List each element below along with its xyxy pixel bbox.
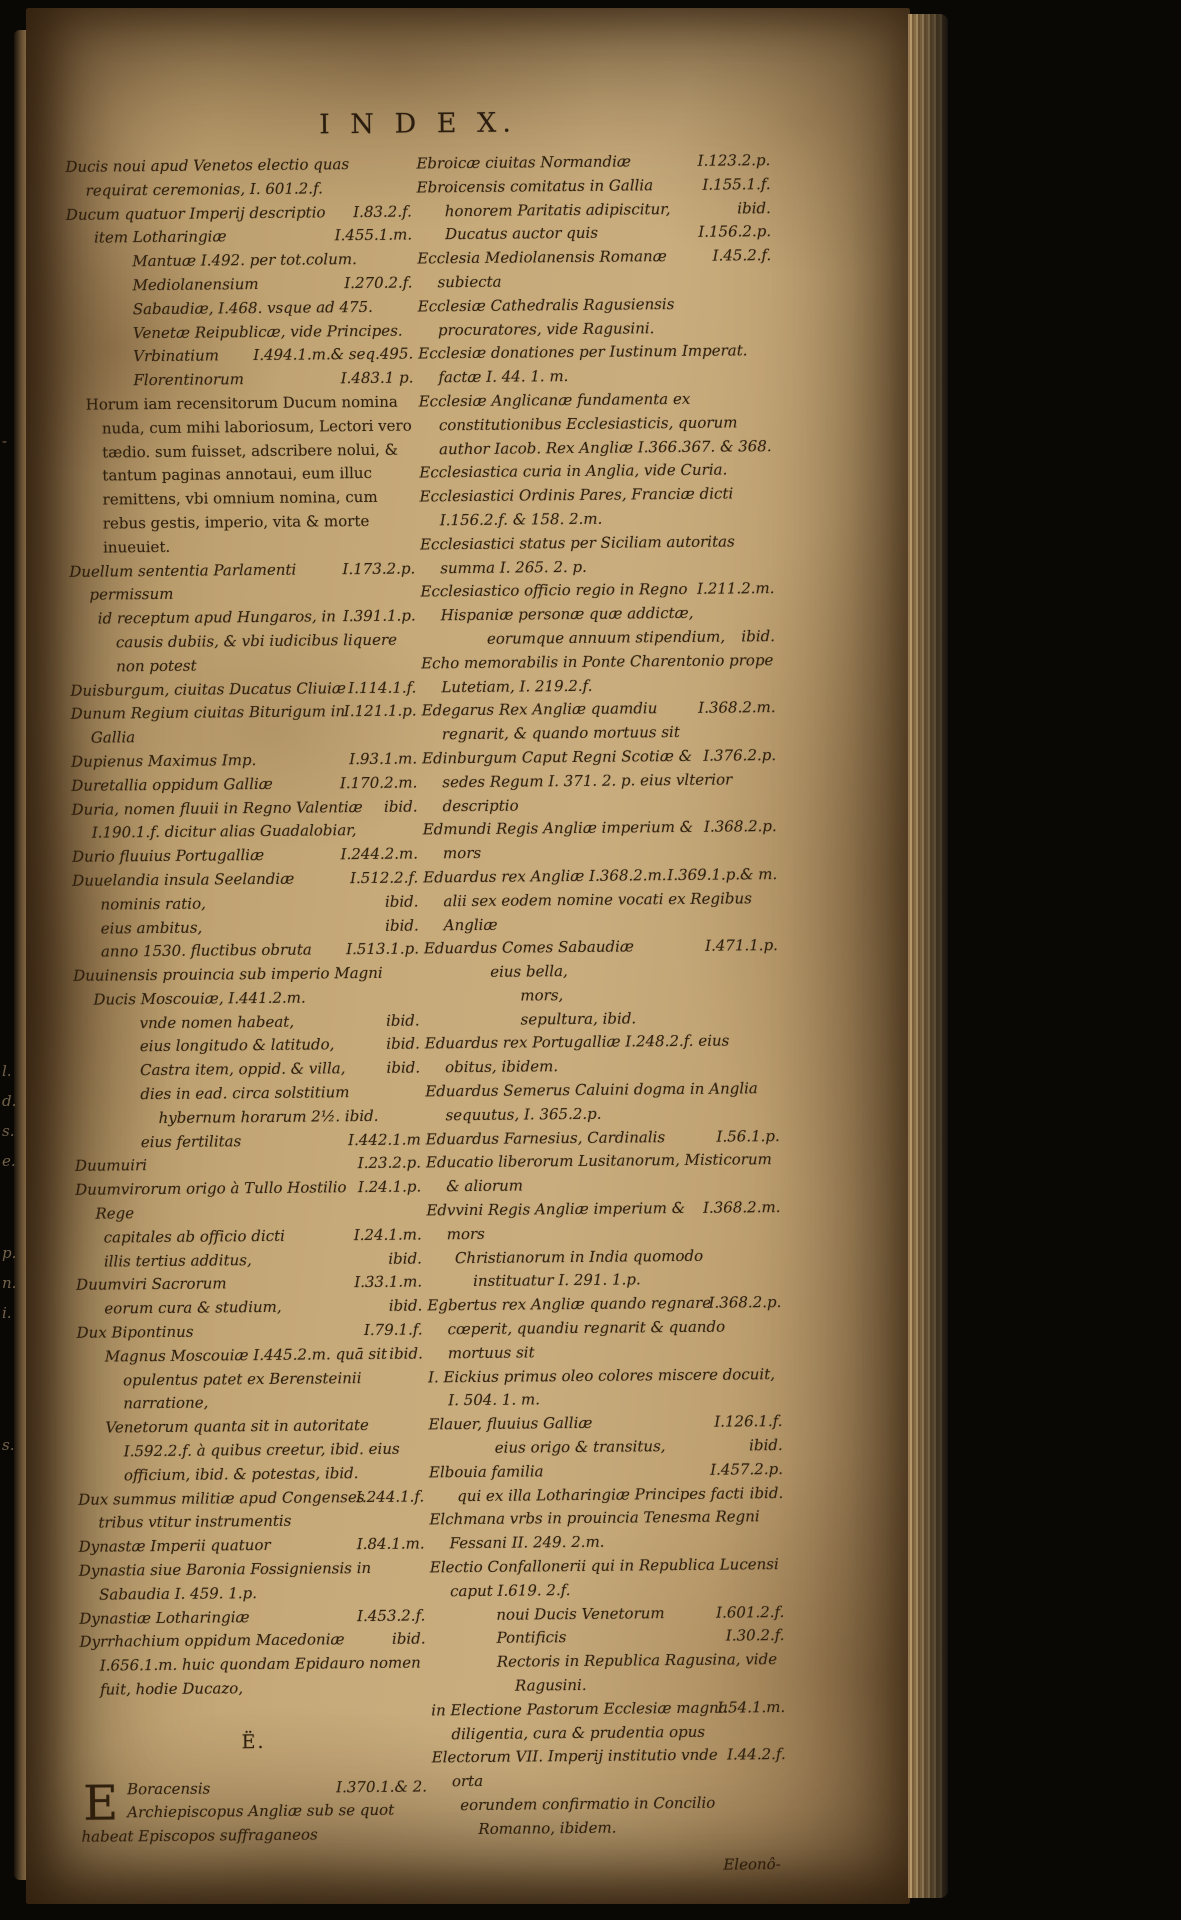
entry-text: Dupienus Maximus Imp. xyxy=(71,750,257,771)
page-reference: I.24.1.m. xyxy=(353,1225,422,1244)
index-entry xyxy=(68,390,416,560)
page-reference: I.453.2.f. xyxy=(357,1606,426,1625)
entry-text: Eduardus Farnesius, Cardinalis xyxy=(425,1127,666,1149)
entry-text: Ecclesiastici status per Siciliam autoritas summa I. 265. 2. p. xyxy=(419,532,735,577)
marginalia-fragment: e. xyxy=(2,1152,16,1170)
index-entry xyxy=(422,696,776,747)
entry-text: mors, xyxy=(520,985,564,1005)
entry-text: illis tertius additus, xyxy=(103,1250,252,1271)
index-entry xyxy=(425,1006,779,1033)
index-entry xyxy=(72,866,418,893)
index-entry xyxy=(432,1743,786,1794)
page-reference: I.455.1.m. xyxy=(334,225,413,245)
entry-text: Ducum quatuor Imperij descriptio xyxy=(65,202,326,224)
index-entry xyxy=(419,482,773,533)
entry-text: Ducatus auctor quis xyxy=(444,224,599,244)
page-reference: I.155.1.f. xyxy=(702,174,771,194)
page-reference: ibid. xyxy=(385,915,419,935)
page-title: I N D E X. xyxy=(318,107,518,141)
index-entry xyxy=(66,248,412,275)
index-entry xyxy=(66,224,412,251)
entry-text: Edinburgum Caput Regni Scotiæ & sedes Regum I. 371. 2. p. eius vlterior descriptio xyxy=(422,746,733,815)
index-entry xyxy=(71,700,417,751)
index-entry xyxy=(426,1148,780,1199)
entry-text: nominis ratio, xyxy=(100,894,206,914)
index-entry xyxy=(431,1696,785,1747)
entry-text: noui Ducis Venetorum xyxy=(496,1603,665,1624)
page-reference: ibid. xyxy=(749,1483,784,1502)
drop-cap: E xyxy=(82,1774,119,1832)
section-heading: Ë. xyxy=(241,1730,266,1754)
page-reference: I.156.2.p. xyxy=(698,222,772,242)
index-entry xyxy=(424,934,778,961)
page-reference: I.513.1.p. xyxy=(346,939,420,959)
entry-text: Duumvirorum origo à Tullo Hostilio Rege xyxy=(75,1178,347,1223)
index-entry xyxy=(428,1363,782,1414)
page-reference: I.244.1.f. xyxy=(355,1487,425,1506)
entry-text: Ebroicæ ciuitas Normandiæ xyxy=(416,152,632,173)
index-entry xyxy=(72,843,418,870)
index-entry xyxy=(67,319,413,346)
page-reference: I.93.1.m. xyxy=(349,749,418,769)
marginalia-fragment: - xyxy=(2,432,8,450)
page-reference: I.370.1.& 2. xyxy=(336,1777,428,1796)
entry-text: Christianorum in India quomodo instituatur I. 291. 1.p. xyxy=(454,1246,704,1291)
page-reference: I.79.1.f. xyxy=(363,1320,423,1340)
entry-text: Dux summus militiæ apud Congenses tribus vtitur instrumentis xyxy=(78,1487,365,1532)
page-reference: ibid. xyxy=(386,1034,420,1054)
entry-text: Castra item, oppid. & villa, xyxy=(139,1059,346,1080)
page-reference: I.83.2.f. xyxy=(353,202,412,221)
index-entry xyxy=(77,1414,424,1489)
page-reference: I.56.1.p. xyxy=(716,1126,780,1146)
index-entry xyxy=(423,815,777,866)
index-entry xyxy=(76,1271,422,1298)
entry-text: Rectoris in Republica Ragusina, vide Ragusini. xyxy=(496,1650,778,1695)
page-reference: I.126.1.f. xyxy=(714,1412,783,1431)
index-entry xyxy=(430,1601,784,1628)
entry-text: Echo memorabilis in Ponte Charentonio prope Lutetiam, I. 219.2.f. xyxy=(421,650,774,696)
page-reference: I.368.2.m. xyxy=(702,1198,781,1217)
page-reference: I.442.1.m xyxy=(348,1130,421,1149)
page-reference: I.270.2.f. xyxy=(344,273,413,293)
entry-text: Electio Confallonerii qui in Republica Lucensi caput I.619. 2.f. xyxy=(429,1555,779,1601)
page-reference: I.173.2.p. xyxy=(342,559,416,578)
entry-text: Florentinorum xyxy=(133,370,245,390)
page-reference: ibid. xyxy=(749,1436,783,1455)
index-entry xyxy=(430,1553,784,1604)
index-entry xyxy=(429,1434,783,1461)
index-entry xyxy=(76,1319,422,1346)
entry-text: Duellum sententia Parlamenti permissum xyxy=(69,560,297,604)
entry-text: Ecclesia Mediolanensis Romanæ subiecta xyxy=(417,247,667,292)
index-entry xyxy=(74,1081,420,1132)
catchword xyxy=(433,1839,787,1880)
page-reference: I.368.2.p. xyxy=(708,1293,782,1312)
index-entry xyxy=(70,676,416,703)
index-entry xyxy=(420,577,774,628)
index-entry xyxy=(66,271,412,298)
entry-text: Boracensis Archiepiscopus Angliæ sub se quot habeat Episcopos suffraganeos xyxy=(81,1779,395,1846)
page-reference: I.512.2.f. xyxy=(349,868,419,888)
page-reference: I.368.2.m. xyxy=(698,698,776,718)
entry-text: Ecclesiæ donationes per Iustinum Imperat. factæ I. 44. 1. m. xyxy=(418,341,748,387)
marginalia-fragment: p. xyxy=(2,1244,17,1262)
entry-text: Horum iam recensitorum Ducum nomina nuda, cum mihi laboriosum, Lectori vero tædio. sum fuisset, adscribere nolui, & tantum paginas annotaui, eum illuc remittens, vbi omnium nomina, cum rebus gestis, imperio, vita & morte inueuiet. xyxy=(85,392,412,557)
page-reference: I.494.1.m.& seq.495. xyxy=(253,344,414,365)
index-entry xyxy=(428,1410,782,1437)
index-entry xyxy=(417,220,771,247)
index-entry xyxy=(418,339,772,390)
page-reference: ibid. xyxy=(384,892,419,911)
marginalia-fragment: s. xyxy=(2,1122,15,1140)
index-entry xyxy=(70,605,417,680)
index-entry xyxy=(419,387,774,462)
entry-text: Duumviri Sacrorum xyxy=(76,1274,227,1295)
index-entry xyxy=(76,1247,422,1274)
page-reference: I.391.1.p. xyxy=(342,606,416,626)
page-reference: ibid. xyxy=(385,1011,420,1030)
entry-text: eius origo & transitus, xyxy=(494,1437,666,1457)
entry-text: eius bella, xyxy=(490,962,568,981)
entry-text: eius longitudo & latitudo, xyxy=(139,1035,335,1056)
page-reference: I.54.1.m. xyxy=(717,1697,786,1717)
entry-text: Ecclesiastica curia in Anglia, vide Curia. xyxy=(419,460,728,482)
entry-text: Duretallia oppidum Galliæ xyxy=(71,774,273,795)
entry-text: Mediolanensium xyxy=(132,274,259,295)
page-reference: I.376.2.p. xyxy=(703,745,777,765)
page-reference: I.30.2.f. xyxy=(725,1626,785,1645)
entry-text: eius ambitus, xyxy=(100,918,203,938)
entry-text: Dux Bipontinus xyxy=(76,1322,194,1342)
index-entry xyxy=(79,1628,426,1703)
page-reference: I.23.2.p. xyxy=(357,1153,422,1173)
index-entry xyxy=(79,1556,425,1607)
entry-text: sepultura, ibid. xyxy=(520,1009,637,1029)
index-entry xyxy=(71,795,417,846)
index-entry xyxy=(75,1152,421,1179)
entry-text: in Electione Pastorum Ecclesiæ magna diligentia, cura & prudentia opus xyxy=(431,1698,728,1743)
book-page-edges xyxy=(908,14,948,1898)
index-entry xyxy=(71,747,417,774)
index-entry xyxy=(67,343,413,370)
entry-text: Egbertus rex Angliæ quando regnare cœperit, quandiu regnarit & quando mortuus sit xyxy=(427,1293,726,1363)
marginalia-fragment: s. xyxy=(2,1436,15,1454)
index-entry xyxy=(425,1030,779,1081)
marginalia-fragment: i. xyxy=(2,1304,12,1322)
entry-text: Eleonô- xyxy=(723,1854,781,1874)
entry-text: Vrbinatium xyxy=(133,346,220,366)
entry-text: Eduardus Comes Sabaudiæ xyxy=(423,937,635,958)
marginalia-fragment: d. xyxy=(2,1092,17,1110)
entry-text: dies in ead. circa solstitium hybernum horarum 2½. ibid. xyxy=(140,1083,379,1127)
index-entry xyxy=(76,1295,422,1322)
index-entry xyxy=(422,744,777,819)
index-entry xyxy=(417,244,771,295)
page-reference: I.114.1.f. xyxy=(348,678,417,697)
index-entry xyxy=(78,1485,424,1536)
marginalia-fragment: n. xyxy=(2,1274,17,1292)
entry-text: honorem Paritatis adipiscitur, xyxy=(444,199,671,220)
page-reference: I.483.1 p. xyxy=(340,368,414,388)
entry-text: Ecclesiæ Cathedralis Ragusiensis procuratores, vide Ragusini. xyxy=(417,294,675,339)
index-entry xyxy=(66,200,412,227)
page-reference: ibid. xyxy=(389,1344,423,1363)
entry-text: Eduardus Semerus Caluini dogma in Anglia sequutus, I. 365.2.p. xyxy=(425,1079,758,1125)
page-reference: ibid. xyxy=(737,198,771,217)
entry-text: vnde nomen habeat, xyxy=(139,1012,295,1032)
entry-text: Educatio liberorum Lusitanorum, Misticorum & aliorum xyxy=(425,1150,772,1196)
entry-text: qui ex illa Lotharingiæ Principes facti xyxy=(457,1483,745,1505)
entry-text: Durio fluuius Portugalliæ xyxy=(71,846,265,866)
index-entry xyxy=(417,173,771,200)
index-entry xyxy=(431,1648,785,1699)
page-reference: I.369.1.p.& m. xyxy=(667,864,778,884)
index-entry xyxy=(67,367,413,394)
index-entry xyxy=(73,962,419,1013)
index-entry xyxy=(424,958,778,985)
entry-text: Dyrrhachium oppidum Macedoniæ I.656.1.m. huic quondam Epidauro nomen fuit, hodie Ducazo, xyxy=(79,1630,421,1699)
page-reference: I.244.2.m. xyxy=(340,844,419,864)
entry-text: Duuelandia insula Seelandiæ xyxy=(72,869,295,890)
index-entry xyxy=(74,1009,420,1036)
entry-text: anno 1530. fluctibus obruta xyxy=(100,940,312,961)
index-entry xyxy=(79,1604,425,1631)
page-reference: ibid. xyxy=(391,1629,426,1649)
index-entry xyxy=(416,149,770,176)
page-reference: ibid. xyxy=(386,1058,421,1078)
page-reference: ibid. xyxy=(741,626,776,646)
entry-text: Magnus Moscouiæ I.445.2.m. quā sit opulentus patet ex Berensteinii narratione, xyxy=(104,1344,388,1413)
entry-text: Ecclesiastici Ordinis Pares, Franciæ dicti I.156.2.f. & 158. 2.m. xyxy=(419,484,734,530)
page-reference: I.601.2.f. xyxy=(716,1602,785,1622)
entry-text: Ebroicensis comitatus in Gallia xyxy=(416,175,654,197)
page-reference: I.44.2.f. xyxy=(726,1745,786,1764)
index-entry xyxy=(420,530,774,581)
index-entry xyxy=(421,649,775,700)
page-reference: I.368.2.p. xyxy=(703,817,777,837)
index-entry xyxy=(74,1057,420,1084)
index-entry xyxy=(418,292,772,343)
entry-text: Eduardus rex Portugalliæ I.248.2.f. eius obitus, ibidem. xyxy=(424,1031,730,1077)
entry-text: Pontificis xyxy=(496,1628,567,1648)
page-reference: I.24.1.p. xyxy=(357,1177,422,1197)
entry-text: eorumque annuum stipendium, xyxy=(486,627,726,648)
page-reference: I.457.2.p. xyxy=(710,1459,784,1479)
entry-text: id receptum apud Hungaros, in causis dubiis, & vbi iudicibus liquere non potest xyxy=(97,607,398,676)
entry-text: Duria, nomen fluuii in Regno Valentiæ I.190.1.f. dicitur alias Guadalobiar, xyxy=(71,797,363,842)
index-entry xyxy=(425,1077,779,1128)
page-reference: I.123.2.p. xyxy=(697,151,771,170)
book-page xyxy=(26,8,910,1904)
index-entry xyxy=(65,153,411,204)
marginalia-fragment: l. xyxy=(2,1062,12,1080)
page-reference: I.121.1.p. xyxy=(343,701,417,721)
entry-text: item Lotharingiæ xyxy=(94,227,227,247)
index-column-left xyxy=(65,153,427,1850)
entry-text: Elauer, fluuius Galliæ xyxy=(428,1414,593,1434)
entry-text: eorundem confirmatio in Concilio Romanno, ibidem. xyxy=(460,1793,716,1838)
index-entry xyxy=(426,1196,780,1247)
entry-text: Venetorum quanta sit in autoritate I.592.2.f. à quibus creetur, ibid. eius officium, ibid. & potestas, ibid. xyxy=(105,1416,400,1485)
entry-text: Sabaudiæ, I.468. vsque ad 475. xyxy=(132,297,373,318)
index-entry xyxy=(81,1775,428,1850)
index-entry xyxy=(429,1458,783,1485)
page-reference: I.84.1.m. xyxy=(356,1534,425,1554)
index-column-right xyxy=(416,149,787,1880)
entry-text: Ecclesiastico officio regio in Regno Hispaniæ personæ quæ addictæ, xyxy=(420,580,694,625)
index-entry xyxy=(76,1223,422,1250)
entry-text: eorum cura & studium, xyxy=(104,1298,282,1318)
entry-text: Eduardus rex Angliæ I.368.2.m. alii sex eodem nomine vocati ex Regibus Angliæ xyxy=(423,865,752,934)
entry-text: Duumuiri xyxy=(74,1156,148,1176)
entry-text: Dynastæ Imperii quatuor xyxy=(78,1536,271,1556)
entry-text: Dynastiæ Lotharingiæ xyxy=(79,1607,250,1628)
index-entry xyxy=(67,295,413,322)
page-reference: I.211.2.m. xyxy=(696,579,775,599)
entry-text: eius fertilitas xyxy=(140,1131,242,1151)
entry-text: Edvvini Regis Angliæ imperium & mors xyxy=(426,1198,686,1244)
index-entry xyxy=(424,982,778,1009)
entry-text: Elbouia familia xyxy=(428,1462,544,1482)
index-entry xyxy=(432,1791,786,1842)
entry-text: Ecclesiæ Anglicanæ fundamenta ex constitutionibus Ecclesiasticis, quorum author Iacob. Rex Angliæ I.366.367. & 368. xyxy=(418,389,772,458)
index-entry xyxy=(429,1505,783,1556)
page-content xyxy=(17,4,919,1908)
index-entry xyxy=(423,863,778,938)
entry-text: Mantuæ I.492. per tot.colum. xyxy=(132,250,357,271)
index-entry xyxy=(79,1533,425,1560)
index-entry xyxy=(419,458,773,485)
index-entry xyxy=(421,625,775,652)
page-reference: I.33.1.m. xyxy=(354,1272,423,1292)
index-entry xyxy=(73,914,419,941)
page-reference: ibid. xyxy=(383,796,418,816)
entry-text: Edegarus Rex Angliæ quamdiu regnarit, & quando mortuus sit xyxy=(421,699,680,744)
entry-text: Venetæ Reipublicæ, vide Principes. xyxy=(132,321,403,342)
entry-text: Duisburgum, ciuitas Ducatus Cliuiæ xyxy=(70,678,347,700)
entry-text: Elchmana vrbs in prouincia Tenesma Regni Fessani II. 249. 2.m. xyxy=(429,1507,760,1553)
page-reference: ibid. xyxy=(388,1249,422,1268)
page-reference: I.45.2.f. xyxy=(712,246,772,265)
entry-text: capitales ab officio dicti xyxy=(103,1226,286,1247)
entry-text: Dunum Regium ciuitas Biturigum in Gallia xyxy=(70,702,346,747)
index-entry xyxy=(69,557,415,608)
index-entry xyxy=(74,1033,420,1060)
entry-text: Electorum VII. Imperij institutio vnde orta xyxy=(431,1746,718,1791)
entry-text: Duuinensis prouincia sub imperio Magni Ducis Moscouiæ, I.441.2.m. xyxy=(73,963,383,1009)
index-entry xyxy=(75,1128,421,1155)
entry-text: Ducis noui apud Venetos electio quas requirat ceremonias, I. 601.2.f. xyxy=(65,155,350,200)
index-entry xyxy=(75,1176,421,1227)
page-reference: ibid. xyxy=(388,1296,423,1316)
page-reference: I.471.1.p. xyxy=(705,936,778,956)
index-entry xyxy=(426,1125,780,1152)
index-entry xyxy=(71,771,417,798)
index-entry xyxy=(427,1244,781,1295)
entry-text: I. Eickius primus oleo colores miscere docuit, I. 504. 1. m. xyxy=(427,1364,776,1410)
entry-text: Dynastia siue Baronia Fossigniensis in Sabaudia I. 459. 1.p. xyxy=(78,1558,372,1604)
index-entry xyxy=(430,1624,784,1651)
page-reference: I.170.2.m. xyxy=(339,773,418,792)
index-entry xyxy=(427,1291,782,1366)
index-entry xyxy=(77,1342,424,1417)
entry-text: Edmundi Regis Angliæ imperium & mors xyxy=(422,818,694,863)
index-entry xyxy=(73,938,419,965)
index-entry xyxy=(417,197,771,224)
index-entry xyxy=(429,1482,783,1509)
index-entry xyxy=(72,890,418,917)
